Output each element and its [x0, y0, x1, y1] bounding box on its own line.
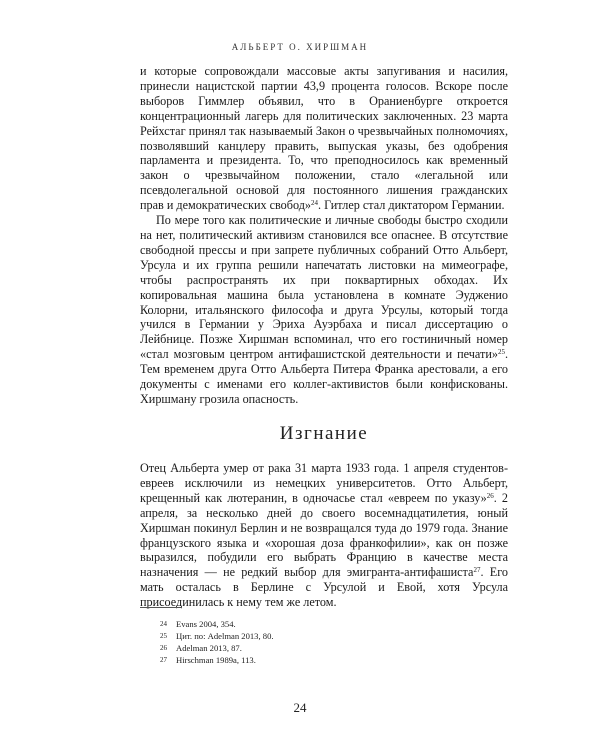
running-head: АЛЬБЕРТ О. ХИРШМАН [231, 42, 369, 52]
paragraph-1 [140, 64, 508, 213]
paragraph-2-text: По мере того как политические и личные свободы быстро сходили на нет, политический активизм становился все опаснее. В отсутствие свободной прессы и при запрете публичных собраний Отто Альберт, Урсула и их группа решили напечатать листовки на мимеографе, чтобы распространять их при поквартирных обходах. Их копировальная машина была установлена в комнате Эудженио Колорни, итальянского философа и друга Урсулы, который тогда учился в Германии у Эриха Ауэрбаха и писал диссертацию о Лейбнице. Позже Хиршман вспоминал, что его гостиничный номер «стал мозговым центром антифашистской деятельности и печати» [140, 213, 508, 362]
footnote-number: 26 [160, 644, 167, 652]
footnote-ref-25: 25 [497, 348, 505, 357]
footnote-text: Evans 2004, 354. [176, 619, 236, 629]
page-number: 24 [293, 700, 307, 715]
footnote-item [160, 642, 500, 654]
footnote-ref-27: 27 [473, 566, 481, 575]
footnotes [160, 618, 500, 666]
paragraph-2-end: . Тем временем друга Отто Альберта Питера Франка арестовали, а его документы с именами его коллег-активистов были конфискованы. Хиршману грозила опасность. [140, 347, 508, 406]
footnote-text: Adelman 2013, 87. [176, 643, 242, 653]
footnote-item [160, 654, 500, 666]
paragraph-2 [140, 213, 508, 407]
paragraph-3-text-a: Отец Альберта умер от рака 31 марта 1933 года. 1 апреля студентов-евреев исключили из немецких университетов. Отто Альберт, крещенный как лютеранин, в одночасье стал «евреем по указу» [140, 461, 508, 505]
footnote-item [160, 618, 500, 630]
footnote-text: Цит. по: Adelman 2013, 80. [176, 631, 274, 641]
paragraph-1-end: . Гитлер стал диктатором Германии. [318, 198, 505, 213]
footnote-text: Hirschman 1989a, 113. [176, 655, 256, 665]
section-title: Изгнание [279, 423, 369, 444]
paragraph-3-text-c: . Его мать осталась в Берлине с Урсулой и Евой, хотя Урсула присоединилась к нему тем же летом. [140, 565, 509, 610]
footnote-number: 24 [160, 620, 167, 628]
footnote-number: 25 [160, 632, 167, 640]
footnote-item [160, 630, 500, 642]
footnote-ref-24: 24 [311, 199, 319, 208]
paragraph-1-text: и которые сопровождали массовые акты запугивания и насилия, принесли нацистской партии 43,9 процента голосов. Вскоре после выборов Гиммлер объявил, что в Ораниенбурге откроется концентрационный лагерь для политических заключенных. 23 марта Рейхстаг принял так называемый Закон о чрезвычайных полномочиях, позволявший канцлеру править, выпуская указы, без одобрения парламента и президента. То, что преподносилось как временный закон о чрезвычайном положении, стало «легальной или псевдолегальной основой для постоянного лишения гражданских прав и демократических свобод» [140, 64, 508, 213]
paragraph-3 [140, 461, 508, 610]
footnote-divider [140, 607, 182, 608]
paragraph-3-text-b: . 2 апреля, за несколько дней до своего восемнадцатилетия, юный Хиршман покинул Берлин и не возвращался туда до 1979 года. Знание французского языка и «хорошая доза франкофилии», как он позже выразился, побудили его выбрать Францию в качестве места назначения — не редкий выбор для эмигранта-антифашиста [140, 490, 509, 580]
footnote-ref-26: 26 [486, 491, 494, 500]
section-text [140, 461, 508, 610]
footnote-number: 27 [160, 656, 167, 664]
main-text [140, 64, 508, 407]
